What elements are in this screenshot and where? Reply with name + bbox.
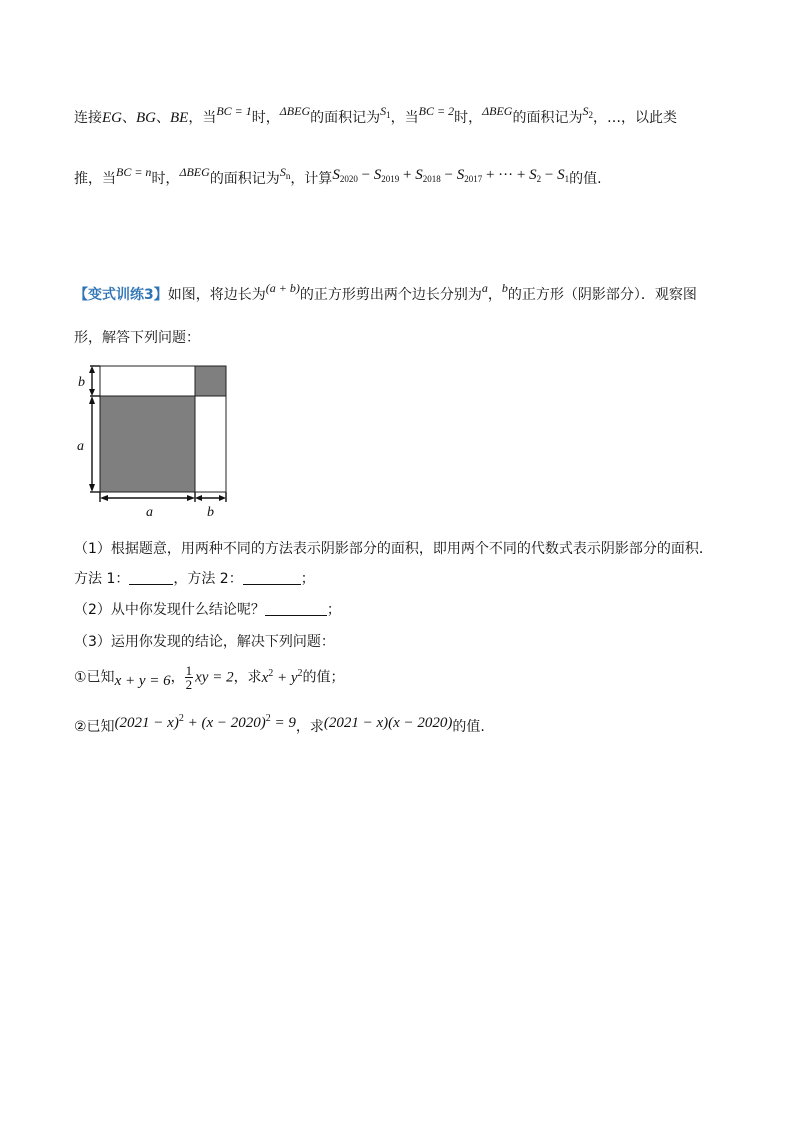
sum-operator: − — [440, 167, 457, 183]
area-s1: $S_1$ — [380, 104, 391, 120]
sum-operator: − — [541, 167, 558, 183]
expression-x2-plus-y2: $x^2 + y^2$ — [261, 667, 303, 686]
bottom-dimension-arrows — [100, 492, 226, 502]
triangle-beg: ΔBEG — [279, 104, 311, 118]
condition-bc-1: BC = 1 — [216, 104, 252, 118]
text: ①已知 — [74, 669, 115, 686]
text: 的值. — [569, 171, 602, 187]
question-3: （3）运用你发现的结论，解决下列问题： — [74, 634, 335, 650]
text: ，当 — [390, 110, 419, 126]
problem-line-2 — [74, 165, 602, 194]
problem-line-1 — [74, 104, 677, 133]
text: ， — [487, 287, 502, 303]
text: 如图，将边长为 — [167, 287, 266, 303]
text: 、 — [122, 110, 136, 126]
text: ，求 — [233, 669, 262, 686]
sum-term: $S_{2019}$ — [373, 167, 400, 184]
question-1-methods — [74, 568, 315, 590]
left-dimension-arrows — [89, 366, 100, 492]
text: 推，当 — [74, 171, 116, 187]
text: 、 — [156, 110, 170, 126]
text: 的面积记为 — [310, 110, 381, 126]
text: 的值； — [302, 669, 345, 686]
var-b: b — [501, 281, 508, 295]
condition-bc-n: BC = n — [116, 165, 152, 179]
segment-eg: EG — [102, 110, 122, 126]
text: 的值. — [452, 719, 485, 735]
equation-squares-sum: $(2021 - x)^2 + (x - 2020)^2 = 9$ — [114, 713, 296, 731]
text: 连接 — [74, 110, 102, 126]
sum-term: $S_{2020}$ — [332, 167, 358, 184]
sum-term: $S_{2018}$ — [415, 167, 441, 184]
sub-question-1 — [74, 664, 345, 691]
segment-be: BE — [170, 110, 189, 126]
sum-operator: − — [357, 167, 374, 183]
method-1-blank[interactable] — [129, 570, 173, 585]
segment-bg: BG — [136, 110, 156, 126]
condition-bc-2: BC = 2 — [418, 104, 455, 118]
text: 的正方形（阴影部分）．观察图 — [507, 287, 697, 303]
exercise-tag: 【变式训练3】 — [74, 287, 168, 303]
sum-operator: + ··· + — [482, 167, 530, 183]
text: ； — [300, 571, 315, 587]
area-s2: $S_2$ — [582, 104, 593, 120]
equation-xy: xy = 2 — [195, 669, 234, 686]
text: ， — [170, 669, 185, 686]
sum-term: $S_1$ — [557, 167, 570, 184]
conclusion-blank[interactable] — [265, 601, 327, 616]
text: 的面积记为 — [209, 171, 280, 187]
question-2 — [74, 599, 341, 621]
alternating-sum-expression — [332, 167, 569, 183]
exercise-line-1 — [74, 281, 697, 306]
method-2-label: ，方法 2： — [173, 571, 243, 587]
sum-operator: + — [399, 167, 416, 183]
exercise-line-2: 形，解答下列问题： — [74, 330, 200, 346]
area-sn: $S_n$ — [279, 165, 291, 181]
triangle-beg: ΔBEG — [179, 165, 210, 179]
text: （2）从中你发现什么结论呢？ — [74, 602, 265, 618]
side-length-a-plus-b: (a + b) — [265, 281, 300, 295]
label-a-bottom: a — [146, 505, 153, 520]
text: ，计算 — [290, 171, 333, 187]
method-2-blank[interactable] — [243, 570, 301, 585]
var-a: a — [481, 281, 488, 295]
label-b-left: b — [78, 375, 85, 390]
triangle-beg: ΔBEG — [482, 104, 513, 118]
text: ，求 — [295, 719, 324, 735]
question-1: （1）根据题意，用两种不同的方法表示阴影部分的面积，即用两个不同的代数式表示阴影部分的面积． — [74, 541, 713, 557]
square-figure — [70, 362, 240, 522]
sum-term: $S_2$ — [529, 167, 542, 184]
text: ，…，以此类 — [592, 110, 677, 126]
text: ； — [326, 602, 341, 618]
label-b-bottom: b — [207, 505, 214, 520]
equation-x-plus-y: x + y = 6 — [114, 672, 171, 689]
fraction-one-half: $\frac{1}{2}$ — [185, 663, 193, 692]
text: ，当 — [188, 110, 217, 126]
text: ②已知 — [74, 719, 115, 735]
shaded-square-a — [100, 396, 195, 492]
shaded-square-b — [195, 366, 226, 396]
label-a-left: a — [77, 439, 84, 454]
expression-product: (2021 − x)(x − 2020) — [323, 715, 453, 731]
sum-term: $S_{2017}$ — [456, 167, 483, 184]
method-1-label: 方法 1： — [74, 571, 130, 587]
sub-question-2 — [74, 713, 485, 740]
text: 的面积记为 — [512, 110, 583, 126]
text: 的正方形剪出两个边长分别为 — [299, 287, 482, 303]
text: 时， — [251, 110, 280, 126]
text: 时， — [454, 110, 483, 126]
text: 时， — [151, 171, 180, 187]
